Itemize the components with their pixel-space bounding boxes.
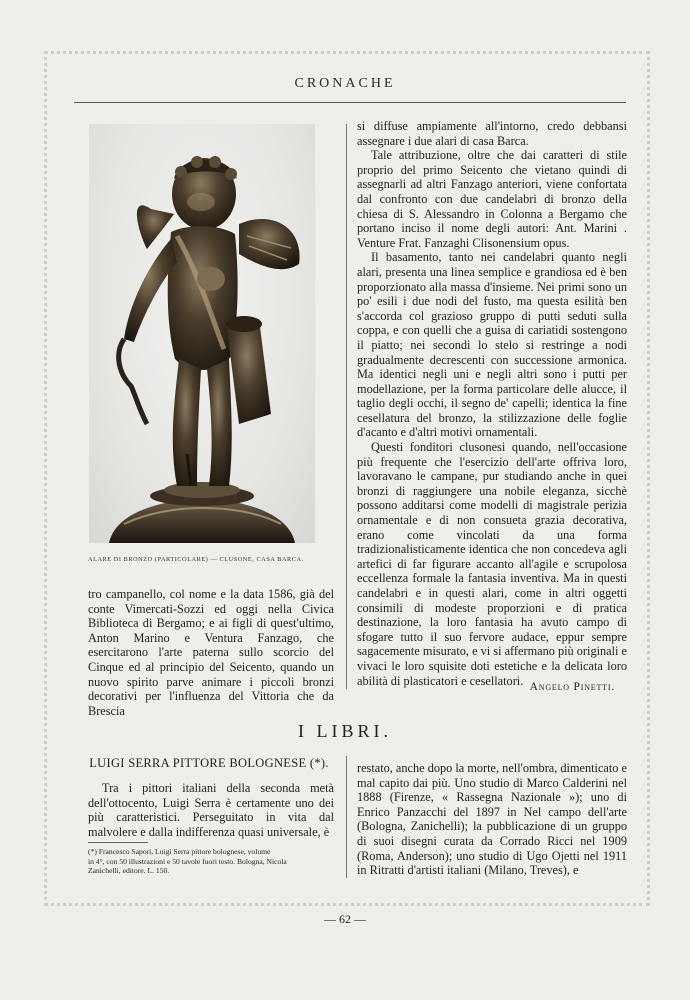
andiron-photo <box>89 124 315 543</box>
review-left-column <box>88 781 334 839</box>
article-left-column <box>88 587 334 718</box>
review-title: LUIGI SERRA PITTORE BOLOGNESE (*). <box>89 756 329 770</box>
running-head: CRONACHE <box>294 76 396 91</box>
author-signature: Angelo Pinetti. <box>529 681 615 693</box>
footnote-line: Zanichelli, editore. L. 150. <box>88 866 170 875</box>
paragraph: Tale attribuzione, oltre che dai caratteri di stile proprio del primo Seicento che vietano quindi di assegnarli ad altri Fanzago anteriori, viene confortata dal confronto con due candelabri di bronzo della chiesa di S. Alessandro in Colonna a Bergamo che portano inciso il nome degli autori: Ant. Marini . Venture Frat. Fanzaghi Clisonensium opus. <box>357 148 627 250</box>
paragraph: Tra i pittori italiani della seconda metà dell'ottocento, Luigi Serra è certamente uno dei più caratteristici. Perseguitato in vita dal malvolere e dalla indifferenza quasi universale, è <box>88 781 334 839</box>
paragraph: Questi fonditori clusonesi quando, nell'occasione più frequente che l'esercizio dell'arte offriva loro, lavoravano le campane, pur studiando anche in quei bronzi di raggiungere una nobile eleganza, sicchè possono additarsi come modelli di magistrale perizia ornamentale e di non consueta grazia decorativa, erano come vincolati da una forma tradizionalisticamente identica che non concedeva agli artefici di far figurare accanto all'agile e scrupolosa eccellenza formale la fantasia inventiva. Ma in questi candelabri e in questi alari, come in altri oggetti consimili di modeste proporzioni e di pratica destinazione, la loro fantasia ha avuto campo di sfogare tutto il suo fervore audace, eppur sempre sagacemente misurato, e vi si affermano più originali e vivaci le loro squisite doti estetiche e la delicata loro abilità di plasticatori e cesellatori. <box>357 440 627 688</box>
paragraph: Il basamento, tanto nei candelabri quanto negli alari, presenta una linea semplice e grandiosa ed è ben proporzionato alla massa d'insieme. Nei primi sono un po' esili i due nodi del fusto, ma questa esilità ben s'accorda col grazioso gruppo di putti seduti sulla coppa, e con quelli che a guisa di cariatidi sostengono il piatto; nei secondi lo stelo si restringe a nodi gradualmente decrescenti con successione armonica. Ma identici negli uni e negli altri sono i putti per modellazione, per la forma particolare delle alucce, il taglio degli occhi, il segno de' capelli; identica la fine cesellatura del bronzo, la stilizzazione delle foglie d'acanto e d'altri motivi ornamentali. <box>357 250 627 440</box>
column-rule <box>346 756 347 878</box>
section-title: I LIBRI. <box>298 721 392 741</box>
article-right-column <box>357 119 627 688</box>
photo-caption: ALARE DI BRONZO (PARTICOLARE) — CLUSONE, CASA BARCA. <box>88 556 304 563</box>
paragraph: tro campanello, col nome e la data 1586, già del conte Vimercati-Sozzi ed oggi nella Civica Biblioteca di Bergamo; e ai figli di quest'ultimo, Anton Marino e Ventura Fanzago, che esercitarono l'arte paterna sullo scorcio del Cinque ed al principio del Seicento, quando un nuovo spirito parve animare i piccoli bronzi decorativi per l'influenza del Vittoria che da Brescia <box>88 587 334 718</box>
footnote-rule <box>88 842 148 843</box>
paragraph: si diffuse ampiamente all'intorno, credo debbansi assegnare i due alari di casa Barca. <box>357 119 627 148</box>
column-rule <box>346 124 347 689</box>
review-right-column <box>357 761 627 878</box>
header-rule <box>74 102 626 103</box>
footnote-line: (*) Francesco Sapori, Luigi Serra pittore bolognese, volume <box>88 847 271 856</box>
footnote-line: in 4°, con 50 illustrazioni e 50 tavole fuori testo. Bologna, Nicola <box>88 856 287 866</box>
page-number: — 62 — <box>324 912 366 926</box>
putto-statue-image <box>89 124 315 543</box>
footnote <box>88 847 334 876</box>
paragraph: restato, anche dopo la morte, nell'ombra, dimenticato e mal capito dai più. Uno studio di Marco Calderini nel 1888 (Firenze, « Rassegna Nazionale »); uno di Enrico Panzacchi del 1897 in Nel campo dell'arte (Bologna, Zanichelli); la pubblicazione di un gruppo di suoi disegni curata da Corrado Ricci nel 1909 (Roma, Anderson); uno studio di Ugo Ojetti nel 1911 in Ritratti d'artisti italiani (Milano, Treves), e <box>357 761 627 878</box>
